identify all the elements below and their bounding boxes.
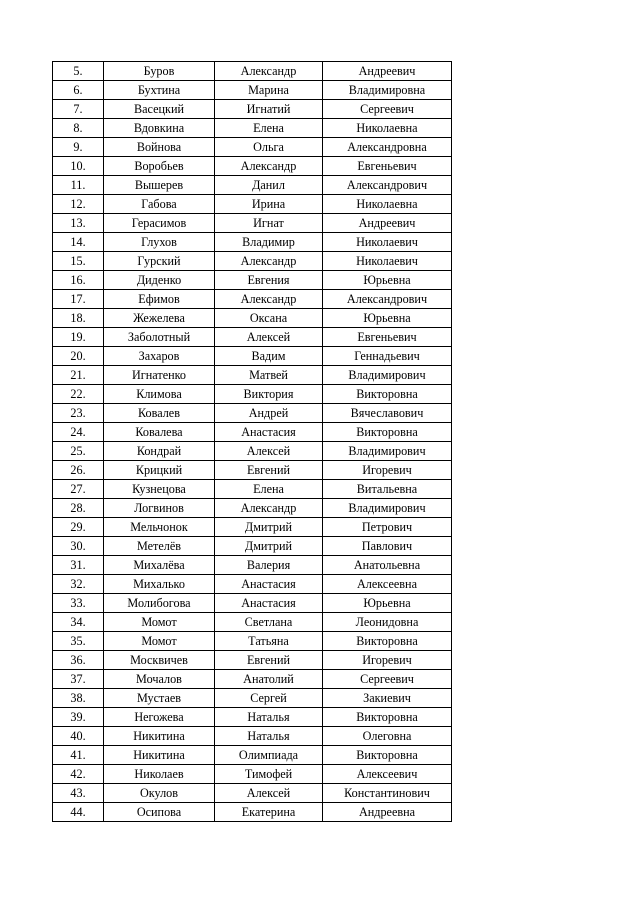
row-number-cell: 41.: [53, 746, 104, 765]
patronymic-cell: Владимирович: [323, 366, 452, 385]
patronymic-cell: Викторовна: [323, 423, 452, 442]
surname-cell: Габова: [104, 195, 215, 214]
row-number-cell: 26.: [53, 461, 104, 480]
patronymic-cell: Юрьевна: [323, 594, 452, 613]
surname-cell: Москвичев: [104, 651, 215, 670]
first-name-cell: Александр: [215, 290, 323, 309]
name-list-body: [53, 62, 452, 822]
row-number-cell: 16.: [53, 271, 104, 290]
first-name-cell: Алексей: [215, 784, 323, 803]
surname-cell: Климова: [104, 385, 215, 404]
patronymic-cell: Евгеньевич: [323, 157, 452, 176]
table-row: [53, 746, 452, 765]
surname-cell: Никитина: [104, 727, 215, 746]
first-name-cell: Александр: [215, 62, 323, 81]
surname-cell: Вдовкина: [104, 119, 215, 138]
table-row: [53, 708, 452, 727]
row-number-cell: 6.: [53, 81, 104, 100]
patronymic-cell: Петрович: [323, 518, 452, 537]
first-name-cell: Александр: [215, 499, 323, 518]
surname-cell: Герасимов: [104, 214, 215, 233]
patronymic-cell: Викторовна: [323, 746, 452, 765]
patronymic-cell: Андреевич: [323, 214, 452, 233]
name-list-table: [52, 61, 452, 822]
table-row: [53, 594, 452, 613]
first-name-cell: Анастасия: [215, 423, 323, 442]
row-number-cell: 14.: [53, 233, 104, 252]
table-row: [53, 765, 452, 784]
surname-cell: Кузнецова: [104, 480, 215, 499]
table-row: [53, 670, 452, 689]
table-row: [53, 442, 452, 461]
row-number-cell: 15.: [53, 252, 104, 271]
patronymic-cell: Николаевна: [323, 195, 452, 214]
table-row: [53, 157, 452, 176]
surname-cell: Диденко: [104, 271, 215, 290]
row-number-cell: 32.: [53, 575, 104, 594]
patronymic-cell: Александровна: [323, 138, 452, 157]
first-name-cell: Светлана: [215, 613, 323, 632]
row-number-cell: 37.: [53, 670, 104, 689]
patronymic-cell: Вячеславович: [323, 404, 452, 423]
first-name-cell: Татьяна: [215, 632, 323, 651]
row-number-cell: 23.: [53, 404, 104, 423]
table-row: [53, 138, 452, 157]
surname-cell: Момот: [104, 632, 215, 651]
patronymic-cell: Андреевна: [323, 803, 452, 822]
first-name-cell: Евгений: [215, 461, 323, 480]
surname-cell: Окулов: [104, 784, 215, 803]
first-name-cell: Дмитрий: [215, 537, 323, 556]
row-number-cell: 20.: [53, 347, 104, 366]
first-name-cell: Ольга: [215, 138, 323, 157]
first-name-cell: Виктория: [215, 385, 323, 404]
table-row: [53, 81, 452, 100]
table-row: [53, 803, 452, 822]
first-name-cell: Наталья: [215, 727, 323, 746]
surname-cell: Метелёв: [104, 537, 215, 556]
table-row: [53, 499, 452, 518]
first-name-cell: Андрей: [215, 404, 323, 423]
surname-cell: Крицкий: [104, 461, 215, 480]
table-row: [53, 347, 452, 366]
first-name-cell: Матвей: [215, 366, 323, 385]
surname-cell: Михалёва: [104, 556, 215, 575]
surname-cell: Мочалов: [104, 670, 215, 689]
first-name-cell: Вадим: [215, 347, 323, 366]
patronymic-cell: Юрьевна: [323, 309, 452, 328]
patronymic-cell: Николаевна: [323, 119, 452, 138]
row-number-cell: 43.: [53, 784, 104, 803]
patronymic-cell: Сергеевич: [323, 100, 452, 119]
row-number-cell: 25.: [53, 442, 104, 461]
row-number-cell: 31.: [53, 556, 104, 575]
row-number-cell: 22.: [53, 385, 104, 404]
table-row: [53, 385, 452, 404]
surname-cell: Захаров: [104, 347, 215, 366]
surname-cell: Ковалева: [104, 423, 215, 442]
patronymic-cell: Закиевич: [323, 689, 452, 708]
surname-cell: Войнова: [104, 138, 215, 157]
surname-cell: Игнатенко: [104, 366, 215, 385]
table-row: [53, 784, 452, 803]
row-number-cell: 17.: [53, 290, 104, 309]
patronymic-cell: Сергеевич: [323, 670, 452, 689]
first-name-cell: Анастасия: [215, 594, 323, 613]
first-name-cell: Данил: [215, 176, 323, 195]
patronymic-cell: Владимирович: [323, 499, 452, 518]
patronymic-cell: Владимировна: [323, 81, 452, 100]
surname-cell: Момот: [104, 613, 215, 632]
table-row: [53, 176, 452, 195]
first-name-cell: Оксана: [215, 309, 323, 328]
first-name-cell: Олимпиада: [215, 746, 323, 765]
first-name-cell: Александр: [215, 157, 323, 176]
first-name-cell: Алексей: [215, 328, 323, 347]
table-row: [53, 613, 452, 632]
row-number-cell: 21.: [53, 366, 104, 385]
table-row: [53, 461, 452, 480]
row-number-cell: 13.: [53, 214, 104, 233]
table-row: [53, 195, 452, 214]
patronymic-cell: Викторовна: [323, 632, 452, 651]
row-number-cell: 29.: [53, 518, 104, 537]
row-number-cell: 24.: [53, 423, 104, 442]
patronymic-cell: Евгеньевич: [323, 328, 452, 347]
first-name-cell: Екатерина: [215, 803, 323, 822]
table-row: [53, 328, 452, 347]
first-name-cell: Владимир: [215, 233, 323, 252]
table-row: [53, 233, 452, 252]
first-name-cell: Елена: [215, 119, 323, 138]
first-name-cell: Игнатий: [215, 100, 323, 119]
surname-cell: Мельчонок: [104, 518, 215, 537]
patronymic-cell: Павлович: [323, 537, 452, 556]
patronymic-cell: Геннадьевич: [323, 347, 452, 366]
row-number-cell: 38.: [53, 689, 104, 708]
surname-cell: Вышерев: [104, 176, 215, 195]
row-number-cell: 19.: [53, 328, 104, 347]
table-row: [53, 480, 452, 499]
surname-cell: Ефимов: [104, 290, 215, 309]
first-name-cell: Валерия: [215, 556, 323, 575]
row-number-cell: 7.: [53, 100, 104, 119]
row-number-cell: 36.: [53, 651, 104, 670]
row-number-cell: 18.: [53, 309, 104, 328]
first-name-cell: Тимофей: [215, 765, 323, 784]
first-name-cell: Алексей: [215, 442, 323, 461]
table-row: [53, 689, 452, 708]
patronymic-cell: Андреевич: [323, 62, 452, 81]
first-name-cell: Александр: [215, 252, 323, 271]
patronymic-cell: Алексеевна: [323, 575, 452, 594]
table-row: [53, 518, 452, 537]
row-number-cell: 27.: [53, 480, 104, 499]
table-row: [53, 556, 452, 575]
row-number-cell: 11.: [53, 176, 104, 195]
table-row: [53, 632, 452, 651]
table-row: [53, 651, 452, 670]
row-number-cell: 35.: [53, 632, 104, 651]
table-row: [53, 366, 452, 385]
table-row: [53, 119, 452, 138]
patronymic-cell: Витальевна: [323, 480, 452, 499]
surname-cell: Глухов: [104, 233, 215, 252]
row-number-cell: 28.: [53, 499, 104, 518]
row-number-cell: 40.: [53, 727, 104, 746]
table-row: [53, 727, 452, 746]
surname-cell: Мустаев: [104, 689, 215, 708]
first-name-cell: Анатолий: [215, 670, 323, 689]
patronymic-cell: Игоревич: [323, 461, 452, 480]
table-row: [53, 62, 452, 81]
row-number-cell: 10.: [53, 157, 104, 176]
table-row: [53, 575, 452, 594]
surname-cell: Заболотный: [104, 328, 215, 347]
table-row: [53, 100, 452, 119]
first-name-cell: Елена: [215, 480, 323, 499]
surname-cell: Ковалев: [104, 404, 215, 423]
row-number-cell: 42.: [53, 765, 104, 784]
row-number-cell: 33.: [53, 594, 104, 613]
first-name-cell: Евгения: [215, 271, 323, 290]
surname-cell: Николаев: [104, 765, 215, 784]
patronymic-cell: Николаевич: [323, 252, 452, 271]
surname-cell: Буров: [104, 62, 215, 81]
surname-cell: Никитина: [104, 746, 215, 765]
first-name-cell: Сергей: [215, 689, 323, 708]
patronymic-cell: Леонидовна: [323, 613, 452, 632]
row-number-cell: 39.: [53, 708, 104, 727]
first-name-cell: Анастасия: [215, 575, 323, 594]
patronymic-cell: Александрович: [323, 290, 452, 309]
patronymic-cell: Константинович: [323, 784, 452, 803]
patronymic-cell: Александрович: [323, 176, 452, 195]
first-name-cell: Наталья: [215, 708, 323, 727]
row-number-cell: 9.: [53, 138, 104, 157]
first-name-cell: Евгений: [215, 651, 323, 670]
table-row: [53, 214, 452, 233]
row-number-cell: 34.: [53, 613, 104, 632]
patronymic-cell: Алексеевич: [323, 765, 452, 784]
patronymic-cell: Николаевич: [323, 233, 452, 252]
surname-cell: Бухтина: [104, 81, 215, 100]
row-number-cell: 44.: [53, 803, 104, 822]
patronymic-cell: Викторовна: [323, 385, 452, 404]
first-name-cell: Марина: [215, 81, 323, 100]
table-row: [53, 423, 452, 442]
table-row: [53, 271, 452, 290]
table-row: [53, 404, 452, 423]
first-name-cell: Игнат: [215, 214, 323, 233]
table-row: [53, 309, 452, 328]
row-number-cell: 5.: [53, 62, 104, 81]
patronymic-cell: Игоревич: [323, 651, 452, 670]
table-row: [53, 252, 452, 271]
surname-cell: Логвинов: [104, 499, 215, 518]
row-number-cell: 30.: [53, 537, 104, 556]
first-name-cell: Ирина: [215, 195, 323, 214]
table-row: [53, 290, 452, 309]
patronymic-cell: Викторовна: [323, 708, 452, 727]
table-row: [53, 537, 452, 556]
surname-cell: Молибогова: [104, 594, 215, 613]
row-number-cell: 8.: [53, 119, 104, 138]
surname-cell: Васецкий: [104, 100, 215, 119]
surname-cell: Гурский: [104, 252, 215, 271]
patronymic-cell: Олеговна: [323, 727, 452, 746]
surname-cell: Жежелева: [104, 309, 215, 328]
surname-cell: Кондрай: [104, 442, 215, 461]
first-name-cell: Дмитрий: [215, 518, 323, 537]
surname-cell: Осипова: [104, 803, 215, 822]
row-number-cell: 12.: [53, 195, 104, 214]
surname-cell: Негожева: [104, 708, 215, 727]
patronymic-cell: Владимирович: [323, 442, 452, 461]
surname-cell: Михалько: [104, 575, 215, 594]
patronymic-cell: Юрьевна: [323, 271, 452, 290]
patronymic-cell: Анатольевна: [323, 556, 452, 575]
surname-cell: Воробьев: [104, 157, 215, 176]
